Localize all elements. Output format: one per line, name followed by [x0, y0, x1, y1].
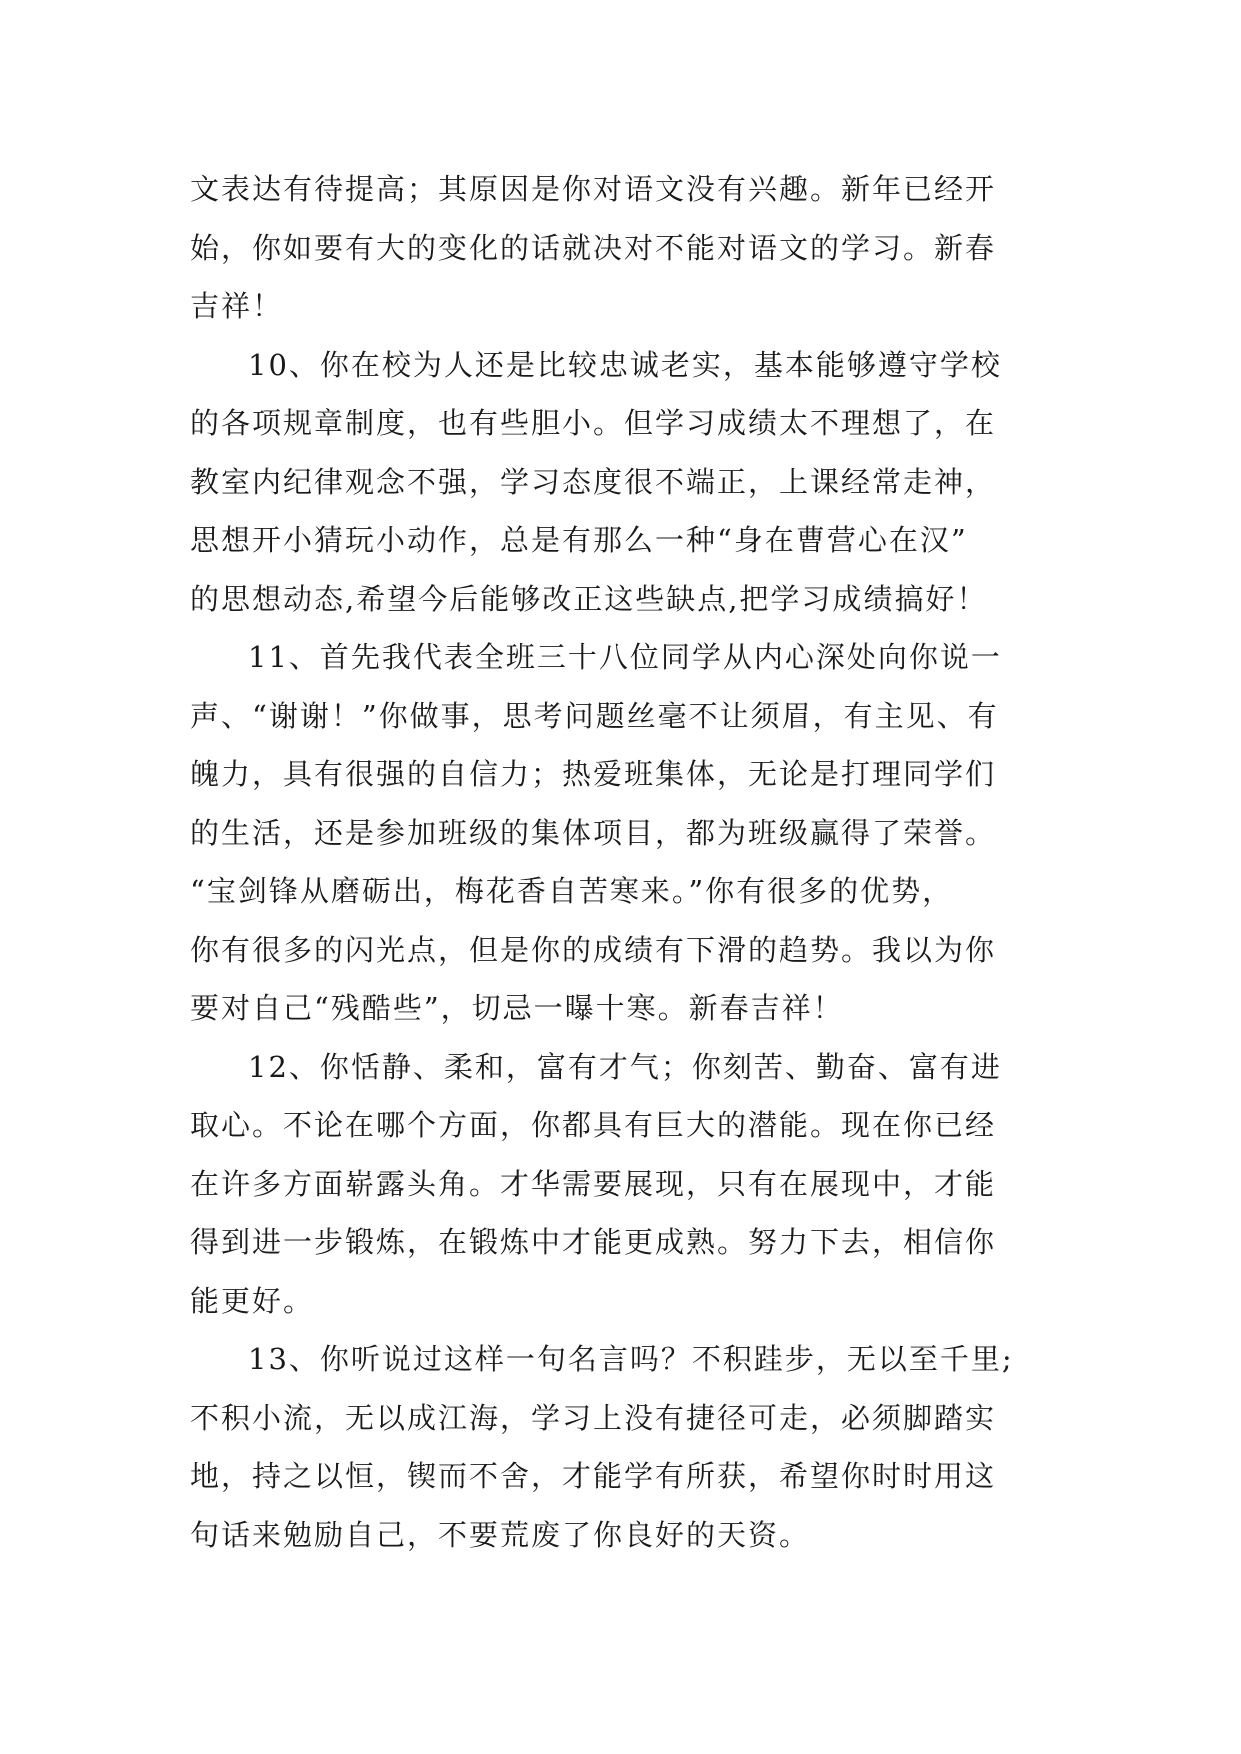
paragraph-first-line: 13、你听说过这样一句名言吗？不积跬步，无以至千里;: [248, 1342, 1014, 1376]
text-line: 思想开小猜玩小动作，总是有那么一种“身在曹营心在汉”: [190, 523, 968, 557]
text-line: 教室内纪律观念不强，学习态度很不端正，上课经常走神，: [190, 464, 997, 499]
text-line: 在许多方面崭露头角。才华需要展现，只有在展现中，才能: [190, 1166, 997, 1201]
document-body: [190, 160, 1052, 1564]
text-line: 得到进一步锻炼，在锻炼中才能更成熟。努力下去，相信你: [190, 1225, 997, 1259]
text-line: 吉祥！: [190, 289, 284, 323]
text-line: 取心。不论在哪个方面，你都具有巨大的潜能。现在你已经: [190, 1108, 997, 1142]
text-line: “宝剑锋从磨砺出，梅花香自苦寒来。”你有很多的优势，: [190, 874, 954, 908]
text-line: 能更好。: [190, 1283, 315, 1318]
text-line: 你有很多的闪光点，但是你的成绩有下滑的趋势。我以为你: [190, 932, 997, 967]
text-line: 不积小流，无以成江海，学习上没有捷径可走，必须脚踏实: [190, 1400, 997, 1435]
paragraph-first-line: 12、你恬静、柔和，富有才气；你刻苦、勤奋、富有进: [248, 1049, 1002, 1084]
text-line: 文表达有待提高；其原因是你对语文没有兴趣。新年已经开: [190, 172, 997, 206]
text-line: 声、“谢谢！”你做事，思考问题丝毫不让须眉，有主见、有: [190, 698, 999, 733]
text-line: 魄力，具有很强的自信力；热爱班集体，无论是打理同学们: [190, 757, 997, 791]
text-line: 的思想动态,希望今后能够改正这些缺点,把学习成绩搞好！: [190, 581, 988, 616]
paragraph-first-line: 11、首先我代表全班三十八位同学从内心深处向你说一: [248, 640, 1002, 674]
paragraph-first-line: 10、你在校为人还是比较忠诚老实，基本能够遵守学校: [248, 347, 1002, 382]
text-line: 句话来勉励自己，不要荒废了你良好的天资。: [190, 1517, 811, 1552]
text-line: 始，你如要有大的变化的话就决对不能对语文的学习。新春: [190, 230, 997, 265]
text-line: 地，持之以恒，锲而不舍，才能学有所获，希望你时时用这: [190, 1459, 997, 1493]
text-line: 要对自己“残酷些”，切忌一曝十寒。新春吉祥！: [190, 991, 844, 1025]
text-line: 的各项规章制度，也有些胆小。但学习成绩太不理想了，在: [190, 406, 997, 440]
text-line: 的生活，还是参加班级的集体项目，都为班级赢得了荣誉。: [190, 815, 997, 850]
